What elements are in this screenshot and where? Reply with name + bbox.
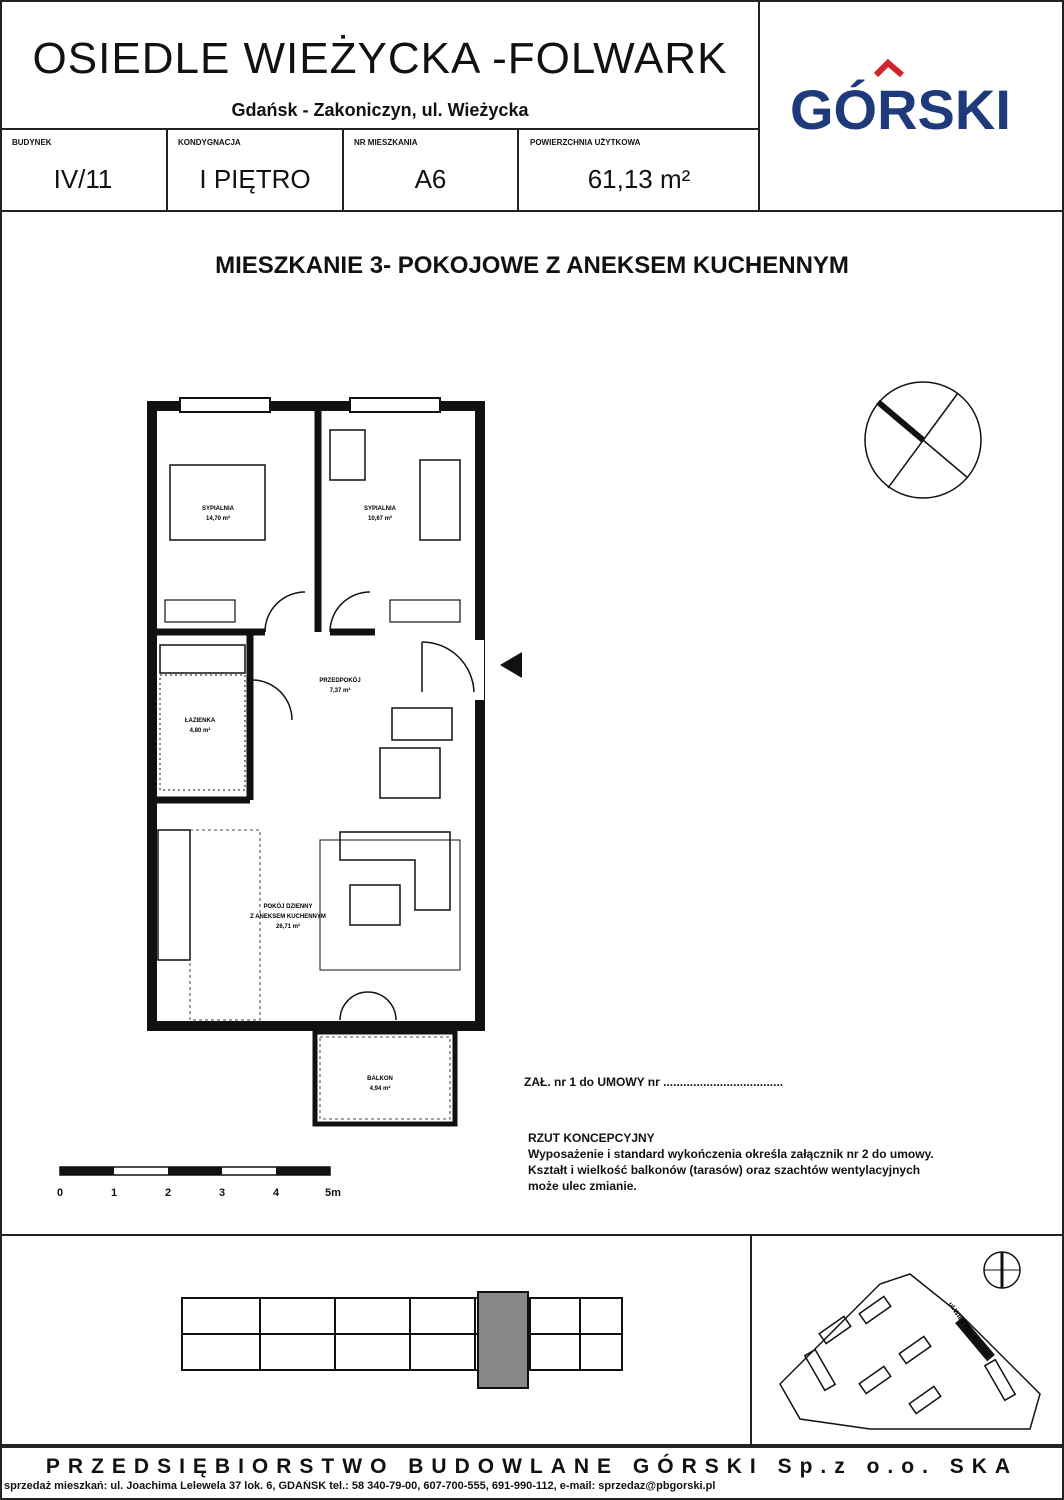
door-swing: [265, 592, 305, 632]
floor-label: KONDYGNACJA: [178, 138, 241, 147]
hall-area: 7,37 m²: [329, 688, 351, 694]
scale-tick: 1: [111, 1187, 118, 1199]
area-value: 61,13 m²: [587, 164, 691, 194]
logo-roof-icon: [876, 63, 902, 75]
bedroom1-area: 14,70 m²: [205, 516, 231, 522]
logo-text: GÓRSKI: [790, 78, 1011, 141]
scale-tick: 5m: [325, 1187, 341, 1199]
street-label: ul.WIEŻYCKA: [946, 1301, 979, 1343]
bath-name: ŁAZIENKA: [184, 718, 216, 724]
bathtub: [160, 645, 245, 673]
unit-value: A6: [414, 164, 447, 194]
building-value: IV/11: [53, 164, 113, 194]
scale-tick: 0: [57, 1187, 64, 1199]
dining-table: [380, 748, 440, 798]
header-divider: [0, 128, 760, 130]
document-title: MIESZKANIE 3- POKOJOWE Z ANEKSEM KUCHENNYM: [215, 252, 849, 279]
bath-area: 4,80 m²: [189, 728, 211, 734]
sofa: [340, 832, 450, 910]
living-name-2: Z ANEKSEM KUCHENNYM: [250, 914, 326, 920]
company-name: PRZEDSIĘBIORSTWO BUDOWLANE GÓRSKI Sp.z o.o. SKA: [45, 1455, 1019, 1478]
entrance-arrow-icon: [498, 650, 524, 680]
balcony-door: [340, 992, 396, 1020]
scale-tick: 3: [219, 1187, 226, 1199]
radiator: [390, 600, 460, 622]
building-label: BUDYNEK: [12, 138, 52, 147]
site-plan: [760, 1244, 1060, 1440]
hall-name: PRZEDPOKÓJ: [319, 678, 361, 684]
balcony-area: 4,94 m²: [369, 1086, 391, 1092]
balcony-name: BALKON: [367, 1076, 393, 1082]
area-label: POWIERZCHNIA UŻYTKOWA: [530, 138, 641, 147]
company-contact: sprzedaż mieszkań: ul. Joachima Lelewela 37 lok. 6, GDAŃSK tel.: 58 340-79-00, 607-700-555, 691-990-112, e-mail: sprzedaz@pbgorski.pl: [4, 1480, 716, 1492]
kitchen-tiles: [190, 830, 260, 1020]
notes-line: może ulec zmianie.: [528, 1179, 637, 1193]
site-compass-icon: [984, 1252, 1020, 1288]
unit-label: NR MIESZKANIA: [354, 138, 418, 147]
bed: [420, 460, 460, 540]
notes-line: Wyposażenie i standard wykończenia określa załącznik nr 2 do umowy.: [528, 1147, 934, 1161]
window: [180, 398, 270, 412]
bedroom1-name: SYPIALNIA: [201, 506, 235, 512]
footer-divider: [0, 1446, 1064, 1448]
bedroom2-name: SYPIALNIA: [363, 506, 397, 512]
living-area: 26,71 m²: [275, 924, 301, 930]
coffee-table: [350, 885, 400, 925]
attachment-note: ZAŁ. nr 1 do UMOWY nr ....................................: [524, 1075, 784, 1089]
door-swing: [330, 592, 370, 632]
window: [350, 398, 440, 412]
highlighted-unit: [478, 1292, 528, 1388]
bed: [170, 465, 265, 540]
project-title: OSIEDLE WIEŻYCKA -FOLWARK: [32, 34, 728, 83]
notes-heading: RZUT KONCEPCYJNY: [528, 1131, 655, 1145]
radiator: [165, 600, 235, 622]
building-key-plan: [170, 1278, 640, 1398]
kitchen-counter: [158, 830, 190, 960]
project-address: Gdańsk - Zakoniczyn, ul. Wieżycka: [231, 100, 529, 120]
living-name-1: POKÓJ DZIENNY: [263, 904, 313, 910]
scale-tick: 2: [165, 1187, 172, 1199]
wardrobe: [392, 708, 452, 740]
bedroom2-area: 10,67 m²: [367, 516, 393, 522]
scale-bar: [55, 1165, 355, 1205]
floor-plan: [140, 370, 500, 1130]
compass-icon: [858, 378, 988, 508]
scale-tick: 4: [273, 1187, 280, 1199]
company-logo: [780, 55, 1050, 145]
notes-line: Kształt i wielkość balkonów (tarasów) oraz szachtów wentylacyjnych: [528, 1163, 921, 1177]
door-swing: [252, 680, 292, 720]
floor-value: I PIĘTRO: [199, 164, 311, 194]
desk: [330, 430, 365, 480]
